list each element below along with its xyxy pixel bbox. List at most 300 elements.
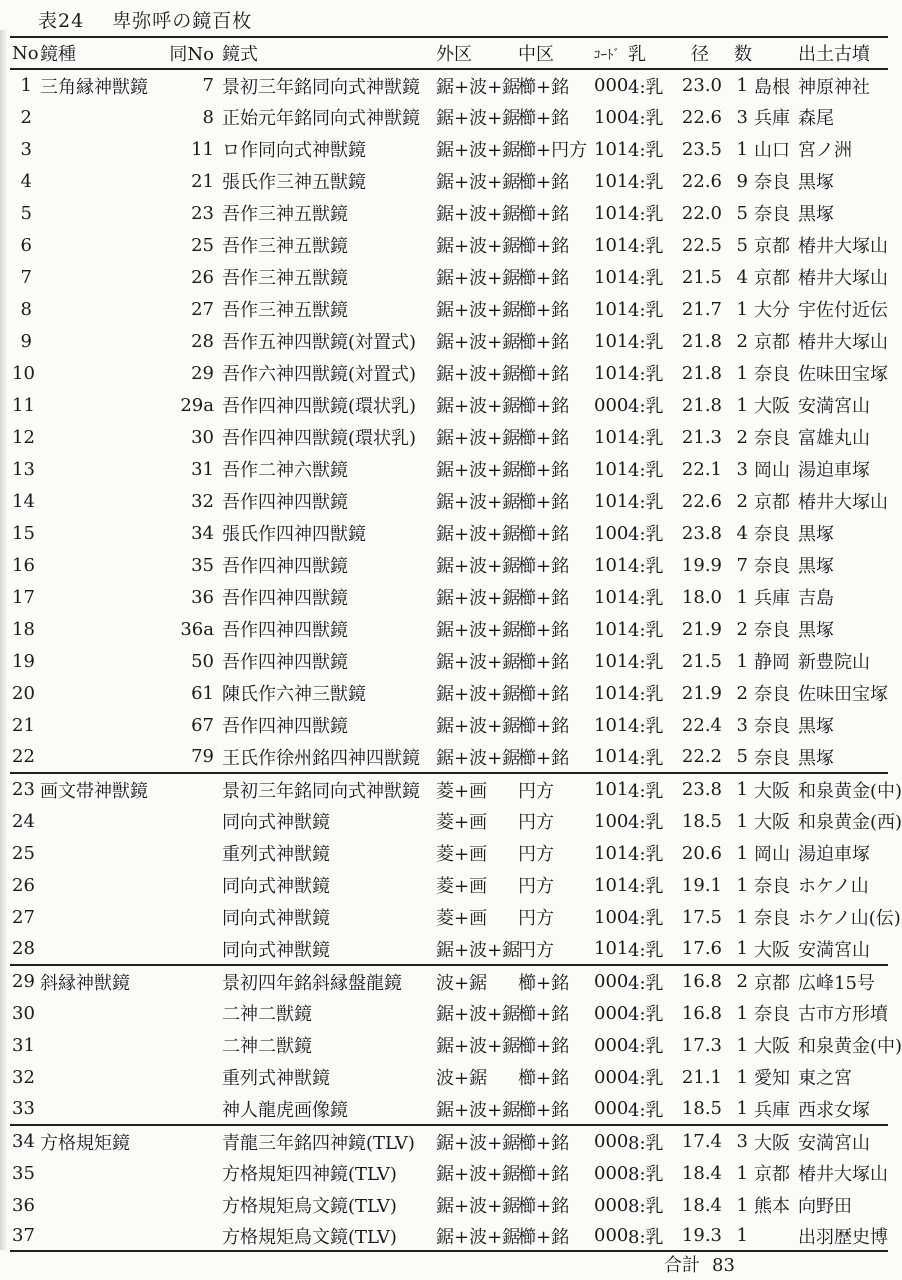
cell-same-no: 8: [202, 106, 214, 128]
cell-diameter: 22.4: [681, 714, 722, 736]
cell-outer: 鋸+波+鋸: [436, 716, 521, 737]
cell-tomb: 富雄丸山: [798, 428, 870, 449]
cell-nipple: 8:乳: [628, 1164, 664, 1185]
cell-code: 000: [594, 1131, 629, 1152]
table-row: [10, 517, 888, 549]
cell-nipple: 4:乳: [628, 716, 664, 737]
cell-count: 1: [736, 1002, 748, 1024]
cell-middle: 櫛+銘: [518, 108, 570, 129]
cell-same-no: [158, 933, 220, 965]
cell-same-no: 7: [202, 75, 214, 96]
cell-same-no: [158, 997, 220, 1029]
cell-outer: 鋸+波+鋸: [436, 236, 521, 257]
header-nipple: 乳: [626, 37, 668, 69]
cell-style: 吾作四神四獣鏡: [222, 492, 348, 513]
header-spacer: [752, 37, 796, 69]
cell-no: 19: [12, 650, 35, 672]
cell-no: 22: [10, 741, 38, 773]
cell-no: 6: [20, 234, 32, 256]
table-row: [10, 869, 888, 901]
cell-middle: 櫛+銘: [518, 268, 570, 289]
cell-style: 張氏作三神五獣鏡: [222, 172, 366, 193]
cell-same-no: 29: [191, 362, 214, 384]
cell-nipple: 4:乳: [628, 76, 664, 98]
header-middle: 中区: [516, 37, 592, 69]
table-row: [10, 933, 888, 965]
cell-count: 1: [732, 1093, 752, 1125]
cell-outer: 鋸+波+鋸: [436, 76, 521, 98]
cell-no: 27: [12, 906, 35, 928]
cell-outer: 波+鋸: [436, 1068, 488, 1089]
cell-code: 100: [594, 106, 629, 128]
cell-same-no: [158, 1029, 220, 1061]
cell-count: 1: [736, 138, 748, 160]
cell-middle: 櫛+銘: [518, 300, 570, 321]
cell-prefecture: 岡山: [754, 844, 790, 865]
cell-outer: 菱+画: [436, 812, 488, 833]
cell-same-no: 50: [191, 650, 214, 672]
cell-same-no: [158, 1189, 220, 1221]
cell-style: 吾作五神四獣鏡(対置式): [222, 332, 417, 353]
cell-tomb: 椿井大塚山: [798, 268, 888, 289]
cell-prefecture: 奈良: [754, 620, 790, 641]
cell-prefecture: [752, 1221, 796, 1251]
cell-style: 同向式神獣鏡: [222, 876, 330, 897]
cell-prefecture: 島根: [754, 76, 790, 98]
cell-no: 7: [20, 266, 32, 288]
table-row: [10, 645, 888, 677]
cell-outer: 鋸+波+鋸: [436, 140, 521, 161]
cell-diameter: 17.6: [668, 933, 732, 965]
cell-nipple: 4:乳: [628, 876, 664, 897]
cell-style: 吾作三神五獣鏡: [222, 300, 348, 321]
cell-count: 3: [736, 458, 748, 480]
cell-code: 000: [594, 1066, 629, 1088]
cell-diameter: 21.5: [681, 650, 722, 672]
table-row: [10, 1125, 888, 1157]
cell-code: 101: [594, 874, 629, 896]
cell-outer: 鋸+波+鋸: [436, 364, 521, 385]
cell-nipple: 4:乳: [628, 204, 664, 225]
cell-count: 1: [736, 779, 748, 800]
cell-count: 1: [736, 394, 748, 416]
cell-code: 101: [592, 741, 626, 773]
cell-middle: 櫛+銘: [518, 524, 570, 545]
cell-no: 20: [12, 682, 35, 704]
cell-type: [38, 645, 158, 677]
cell-middle: 櫛+銘: [518, 1196, 570, 1217]
cell-outer: 鋸+波+鋸: [436, 204, 521, 225]
cell-middle: 櫛+銘: [518, 1132, 570, 1154]
cell-prefecture: 奈良: [752, 741, 796, 773]
cell-count: 9: [736, 170, 748, 192]
cell-outer: 鋸+波+鋸: [436, 1132, 521, 1154]
header-no: No: [10, 37, 38, 69]
cell-code: 000: [594, 1034, 629, 1056]
cell-middle: 櫛+銘: [518, 1164, 570, 1185]
cell-nipple: 4:乳: [628, 780, 664, 802]
cell-middle: 円方: [516, 933, 592, 965]
cell-no: 14: [12, 490, 35, 512]
cell-code: 000: [594, 971, 629, 992]
table-row: [10, 357, 888, 389]
cell-outer: 鋸+波+鋸: [436, 524, 521, 545]
cell-code: 101: [594, 586, 629, 608]
cell-type: [38, 357, 158, 389]
cell-outer: 鋸+波+鋸: [434, 1093, 516, 1125]
cell-no: 9: [20, 330, 32, 352]
cell-tomb: 出羽歴史博: [796, 1221, 888, 1251]
cell-no: 26: [12, 874, 35, 896]
cell-same-no: 32: [191, 490, 214, 512]
cell-type: [38, 1221, 158, 1251]
cell-type: [38, 261, 158, 293]
table-row: [10, 325, 888, 357]
cell-tomb: 黒塚: [798, 620, 834, 641]
cell-diameter: 23.5: [681, 138, 722, 160]
cell-tomb: 佐味田宝塚: [798, 364, 888, 385]
cell-code: 101: [594, 779, 629, 800]
cell-type: [38, 677, 158, 709]
cell-style: 景初三年銘同向式神獣鏡: [222, 76, 420, 98]
table-row: [10, 197, 888, 229]
cell-no: 16: [12, 554, 35, 576]
cell-prefecture: 奈良: [754, 428, 790, 449]
table-row: [10, 389, 888, 421]
scan-edge-shadow: [0, 30, 8, 1250]
cell-code: 101: [594, 842, 629, 864]
cell-prefecture: 奈良: [754, 204, 790, 225]
cell-count: 5: [736, 234, 748, 256]
cell-style: 吾作三神五獣鏡: [222, 268, 348, 289]
cell-tomb: 黒塚: [798, 716, 834, 737]
cell-style: ロ作同向式神獣鏡: [222, 140, 366, 161]
table-row: [10, 741, 888, 773]
cell-diameter: 19.9: [681, 554, 722, 576]
cell-same-no: 31: [191, 458, 214, 480]
table-row: [10, 677, 888, 709]
cell-no: 8: [20, 298, 32, 320]
cell-middle: 櫛+銘: [518, 332, 570, 353]
cell-count: 2: [736, 490, 748, 512]
cell-code: 000: [594, 1002, 629, 1024]
cell-outer: 鋸+波+鋸: [436, 108, 521, 129]
cell-style: 方格規矩鳥文鏡(TLV): [220, 1221, 434, 1251]
cell-style: 方格規矩四神鏡(TLV): [222, 1164, 397, 1185]
table-number: 表24: [38, 10, 85, 32]
cell-middle: 櫛+銘: [518, 428, 570, 449]
cell-nipple: 4:乳: [628, 172, 664, 193]
cell-prefecture: 大阪: [754, 1036, 790, 1057]
cell-type: [38, 1029, 158, 1061]
cell-type: [38, 869, 158, 901]
cell-no: 5: [20, 202, 32, 224]
cell-nipple: 4:乳: [628, 652, 664, 673]
cell-style: 吾作四神四獣鏡: [222, 716, 348, 737]
cell-diameter: 23.8: [681, 522, 722, 544]
cell-same-no: 35: [191, 554, 214, 576]
cell-count: 1: [736, 75, 748, 96]
cell-type: [38, 101, 158, 133]
cell-same-no: 36: [191, 586, 214, 608]
cell-no: 18: [12, 618, 35, 640]
cell-no: 13: [12, 458, 35, 480]
cell-same-no: 23: [191, 202, 214, 224]
cell-diameter: 19.3: [668, 1221, 732, 1251]
cell-code: 000: [592, 1221, 626, 1251]
cell-nipple: 4:乳: [626, 741, 668, 773]
cell-diameter: 17.5: [681, 906, 722, 928]
cell-tomb: 安満宮山: [798, 396, 870, 417]
cell-middle: 櫛+銘: [518, 172, 570, 193]
cell-tomb: 和泉黄金(中): [798, 780, 902, 802]
cell-middle: 櫛+銘: [518, 556, 570, 577]
cell-outer: 鋸+波+鋸: [436, 556, 521, 577]
cell-outer: 鋸+波+鋸: [436, 684, 521, 705]
cell-no: 32: [12, 1066, 35, 1088]
cell-code: 101: [594, 618, 629, 640]
cell-nipple: 4:乳: [628, 460, 664, 481]
cell-same-no: 27: [191, 298, 214, 320]
cell-same-no: 21: [191, 170, 214, 192]
cell-diameter: 21.8: [681, 362, 722, 384]
cell-no: 25: [12, 842, 35, 864]
cell-diameter: 18.4: [681, 1162, 722, 1184]
cell-style: 陳氏作六神三獣鏡: [222, 684, 366, 705]
cell-prefecture: 愛知: [754, 1068, 790, 1089]
cell-diameter: 18.4: [681, 1194, 722, 1216]
cell-prefecture: 静岡: [754, 652, 790, 673]
cell-nipple: 4:乳: [628, 428, 664, 449]
header-row: [10, 37, 888, 69]
mirror-table: [10, 36, 902, 1252]
cell-nipple: 4:乳: [628, 396, 664, 417]
cell-no: 11: [12, 394, 35, 416]
cell-prefecture: 大阪: [754, 396, 790, 417]
cell-code: 101: [592, 933, 626, 965]
cell-code: 101: [594, 682, 629, 704]
cell-code: 101: [594, 490, 629, 512]
cell-code: 101: [594, 170, 629, 192]
cell-same-no: [158, 1157, 220, 1189]
header-outer: 外区: [434, 37, 516, 69]
cell-tomb: 森尾: [798, 108, 834, 129]
cell-outer: 鋸+波+鋸: [436, 620, 521, 641]
cell-code: 000: [594, 394, 629, 416]
cell-count: 2: [736, 971, 748, 992]
cell-diameter: 21.8: [681, 394, 722, 416]
cell-type: [38, 709, 158, 741]
cell-nipple: 8:乳: [628, 1132, 664, 1154]
cell-diameter: 17.3: [681, 1034, 722, 1056]
cell-style: 吾作四神四獣鏡(環状乳): [222, 428, 417, 449]
cell-tomb: 黒塚: [798, 556, 834, 577]
cell-middle: 円方: [518, 844, 554, 865]
cell-no: 30: [12, 1002, 35, 1024]
cell-code: 100: [594, 810, 629, 832]
cell-middle: 櫛+銘: [518, 1004, 570, 1025]
cell-nipple: 4:乳: [628, 236, 664, 257]
cell-nipple: 4:乳: [628, 268, 664, 289]
cell-same-no: 36a: [180, 618, 214, 640]
cell-count: 1: [736, 810, 748, 832]
cell-code: 101: [594, 650, 629, 672]
cell-style: 正始元年銘同向式神獣鏡: [222, 108, 420, 129]
cell-code: 101: [594, 714, 629, 736]
cell-nipple: 4:乳: [628, 108, 664, 129]
cell-count: 5: [732, 741, 752, 773]
cell-no: 24: [12, 810, 35, 832]
cell-diameter: 16.8: [681, 971, 722, 992]
cell-no: 21: [12, 714, 35, 736]
cell-code: 100: [594, 522, 629, 544]
cell-nipple: 4:乳: [628, 524, 664, 545]
table-row: [10, 485, 888, 517]
cell-count: 3: [736, 1131, 748, 1152]
cell-tomb: 宮ノ洲: [798, 140, 852, 161]
cell-outer: 菱+画: [436, 844, 488, 865]
cell-diameter: 18.5: [668, 1093, 732, 1125]
cell-style: 吾作四神四獣鏡: [222, 556, 348, 577]
cell-middle: 櫛+銘: [518, 588, 570, 609]
table-row: [10, 261, 888, 293]
cell-same-no: [158, 869, 220, 901]
cell-middle: 円方: [518, 812, 554, 833]
cell-prefecture: 奈良: [754, 876, 790, 897]
cell-code: 101: [594, 266, 629, 288]
cell-outer: 鋸+波+鋸: [434, 741, 516, 773]
cell-type: [38, 933, 158, 965]
cell-type: [38, 549, 158, 581]
cell-code: 101: [594, 458, 629, 480]
cell-same-no: [158, 837, 220, 869]
total-line: [664, 1251, 735, 1277]
cell-code: 000: [592, 1093, 626, 1125]
cell-prefecture: 奈良: [754, 364, 790, 385]
cell-diameter: 21.9: [681, 682, 722, 704]
cell-diameter: 22.5: [681, 234, 722, 256]
cell-outer: 鋸+波+鋸: [436, 1164, 521, 1185]
cell-style: 二神二獣鏡: [222, 1004, 312, 1025]
cell-middle: 円方: [518, 908, 554, 929]
cell-middle: 櫛+銘: [518, 1036, 570, 1057]
cell-outer: 鋸+波+鋸: [436, 460, 521, 481]
cell-type: [38, 901, 158, 933]
cell-no: 33: [10, 1093, 38, 1125]
cell-type: 三角縁神獣鏡: [40, 76, 148, 98]
cell-style: 重列式神獣鏡: [222, 1068, 330, 1089]
cell-prefecture: 奈良: [754, 908, 790, 929]
cell-no: 10: [12, 362, 35, 384]
cell-no: 1: [20, 75, 32, 96]
cell-count: 3: [736, 714, 748, 736]
cell-middle: 櫛+銘: [518, 684, 570, 705]
cell-middle: 櫛+銘: [518, 1068, 570, 1089]
cell-count: 7: [736, 554, 748, 576]
cell-count: 2: [736, 682, 748, 704]
cell-count: 1: [736, 1194, 748, 1216]
cell-style: 吾作四神四獣鏡: [222, 652, 348, 673]
cell-tomb: 椿井大塚山: [798, 236, 888, 257]
cell-same-no: [158, 773, 220, 805]
cell-outer: 鋸+波+鋸: [436, 1196, 521, 1217]
cell-prefecture: 京都: [754, 236, 790, 257]
cell-no: 36: [12, 1194, 35, 1216]
table-row: [10, 709, 888, 741]
cell-tomb: 宇佐付近伝: [798, 300, 888, 321]
cell-tomb: ホケノ山: [798, 876, 869, 897]
cell-prefecture: 奈良: [754, 684, 790, 705]
cell-count: 3: [736, 106, 748, 128]
cell-type: [38, 453, 158, 485]
cell-same-no: 29a: [180, 394, 214, 416]
cell-prefecture: 岡山: [754, 460, 790, 481]
cell-prefecture: 大阪: [754, 780, 790, 802]
cell-diameter: 18.0: [681, 586, 722, 608]
cell-type: [38, 517, 158, 549]
cell-type: [38, 1061, 158, 1093]
cell-no: 37: [10, 1221, 38, 1251]
cell-tomb: 和泉黄金(中): [798, 1036, 902, 1057]
cell-code: 101: [594, 138, 629, 160]
header-count: 数: [732, 37, 752, 69]
cell-diameter: 21.3: [681, 426, 722, 448]
cell-prefecture: 大阪: [754, 1132, 790, 1154]
cell-style: 景初三年銘同向式神獣鏡: [222, 780, 420, 802]
cell-tomb: 安満宮山: [798, 1132, 870, 1154]
table-row: [10, 165, 888, 197]
cell-type: [38, 1189, 158, 1221]
cell-code: 101: [594, 426, 629, 448]
cell-middle: 櫛+銘: [518, 204, 570, 225]
cell-tomb: 神原神社: [798, 76, 870, 98]
cell-type: [38, 837, 158, 869]
cell-middle: 櫛+銘: [516, 741, 592, 773]
cell-middle: 円方: [518, 780, 554, 802]
table-row: [10, 613, 888, 645]
table-row: [10, 229, 888, 261]
cell-count: 1: [736, 1034, 748, 1056]
cell-type: 斜縁神獣鏡: [40, 972, 130, 994]
table-row: [10, 453, 888, 485]
cell-code: 000: [594, 1194, 629, 1216]
cell-outer: 鋸+波+鋸: [436, 300, 521, 321]
cell-middle: 櫛+銘: [518, 972, 570, 994]
cell-diameter: 21.7: [681, 298, 722, 320]
table-row: [10, 1061, 888, 1093]
cell-type: [38, 1157, 158, 1189]
cell-outer: 鋸+波+鋸: [436, 396, 521, 417]
cell-prefecture: 大分: [754, 300, 790, 321]
cell-type: [38, 421, 158, 453]
cell-type: [38, 613, 158, 645]
cell-same-no: 67: [191, 714, 214, 736]
cell-diameter: 23.0: [681, 75, 722, 96]
total-value: 83: [712, 1255, 735, 1276]
cell-style: 吾作四神四獣鏡: [222, 620, 348, 641]
table-row: [10, 293, 888, 325]
table-row: [10, 1189, 888, 1221]
cell-count: 1: [736, 650, 748, 672]
cell-prefecture: 奈良: [754, 716, 790, 737]
cell-same-no: 61: [191, 682, 214, 704]
cell-outer: 鋸+波+鋸: [436, 428, 521, 449]
cell-diameter: 17.4: [681, 1131, 722, 1152]
cell-tomb: 黒塚: [798, 524, 834, 545]
table-row: [10, 773, 888, 805]
cell-style: 王氏作徐州銘四神四獣鏡: [220, 741, 434, 773]
cell-no: 2: [20, 106, 32, 128]
